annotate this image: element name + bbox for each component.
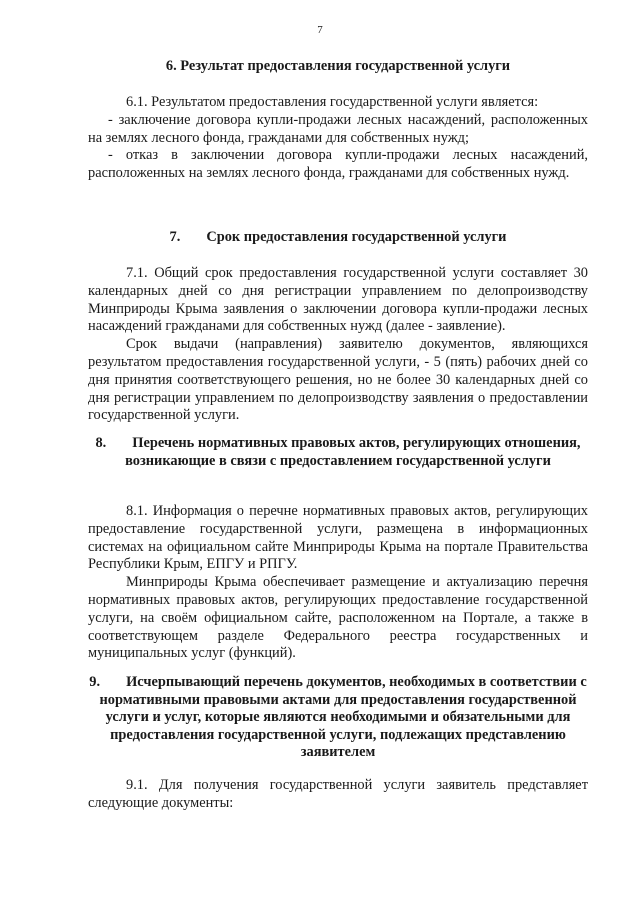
section-6-heading: 6. Результат предоставления государственной услуги: [165, 58, 511, 74]
section-8-number: 8.: [95, 435, 107, 451]
section-8-body: [88, 503, 588, 663]
section-6-body: [88, 94, 588, 183]
section-9-title: Исчерпывающий перечень документов, необходимых в соответствии с нормативными правовыми актами для предоставления государственной услуги и услуг, которые являются необходимыми и обязательными для предоставления государственной услуги, подлежащих представлению заявителем: [99, 674, 587, 760]
section-8-title: Перечень нормативных правовых актов, регулирующих отношения, возникающие в связи с предоставлением государственной услуги: [125, 435, 581, 469]
section-6-p1: 6.1. Результатом предоставления государственной услуги является:: [126, 94, 539, 110]
page-number: 7: [317, 24, 323, 36]
section-9-body: [88, 777, 588, 813]
section-6-item1: - заключение договора купли-продажи лесных насаждений, расположенных на землях лесного фонда, гражданами для собственных нужд;: [88, 111, 588, 146]
section-7-p2: Срок выдачи (направления) заявителю документов, являющихся результатом предоставления государственной услуги, - 5 (пять) рабочих дней со дня принятия соответствующего решения, но не более 30 календарных дней со дня регистрации управлением по делопроизводству заявления о предоставлении государственной услуги.: [88, 336, 588, 424]
section-8-p1: 8.1. Информация о перечне нормативных правовых актов, регулирующих предоставление государственной услуги, размещена в информационных системах на официальном сайте Минприроды Крыма на портале Правительства Республики Крым, ЕПГУ и РПГУ.: [88, 503, 588, 573]
section-7-body: [88, 265, 588, 425]
section-7-title: Срок предоставления государственной услуги: [206, 229, 507, 245]
section-8-heading: [88, 435, 588, 470]
section-7-heading: [88, 229, 588, 247]
section-7-p1: 7.1. Общий срок предоставления государственной услуги составляет 30 календарных дней со дня регистрации управлением по делопроизводству Минприроды Крыма заявления о заключении договора купли-продажи лесных насаждений гражданами для собственных нужд (далее - заявление).: [88, 265, 588, 335]
section-9-number: 9.: [89, 674, 101, 690]
section-9-p1: 9.1. Для получения государственной услуги заявитель представляет следующие документы:: [88, 777, 588, 811]
section-8-p2: Минприроды Крыма обеспечивает размещение и актуализацию перечня нормативных правовых актов, регулирующих предоставление государственной услуги, на своём официальном сайте, расположенном на Портале, а также в соответствующем разделе Федерального реестра государственных и муниципальных услуг (функций).: [88, 574, 588, 662]
section-6-item2: - отказ в заключении договора купли-продажи лесных насаждений, расположенных на землях лесного фонда, гражданами для собственных нужд.: [88, 147, 588, 182]
section-7-number: 7.: [169, 229, 181, 245]
section-9-heading: [88, 674, 588, 762]
